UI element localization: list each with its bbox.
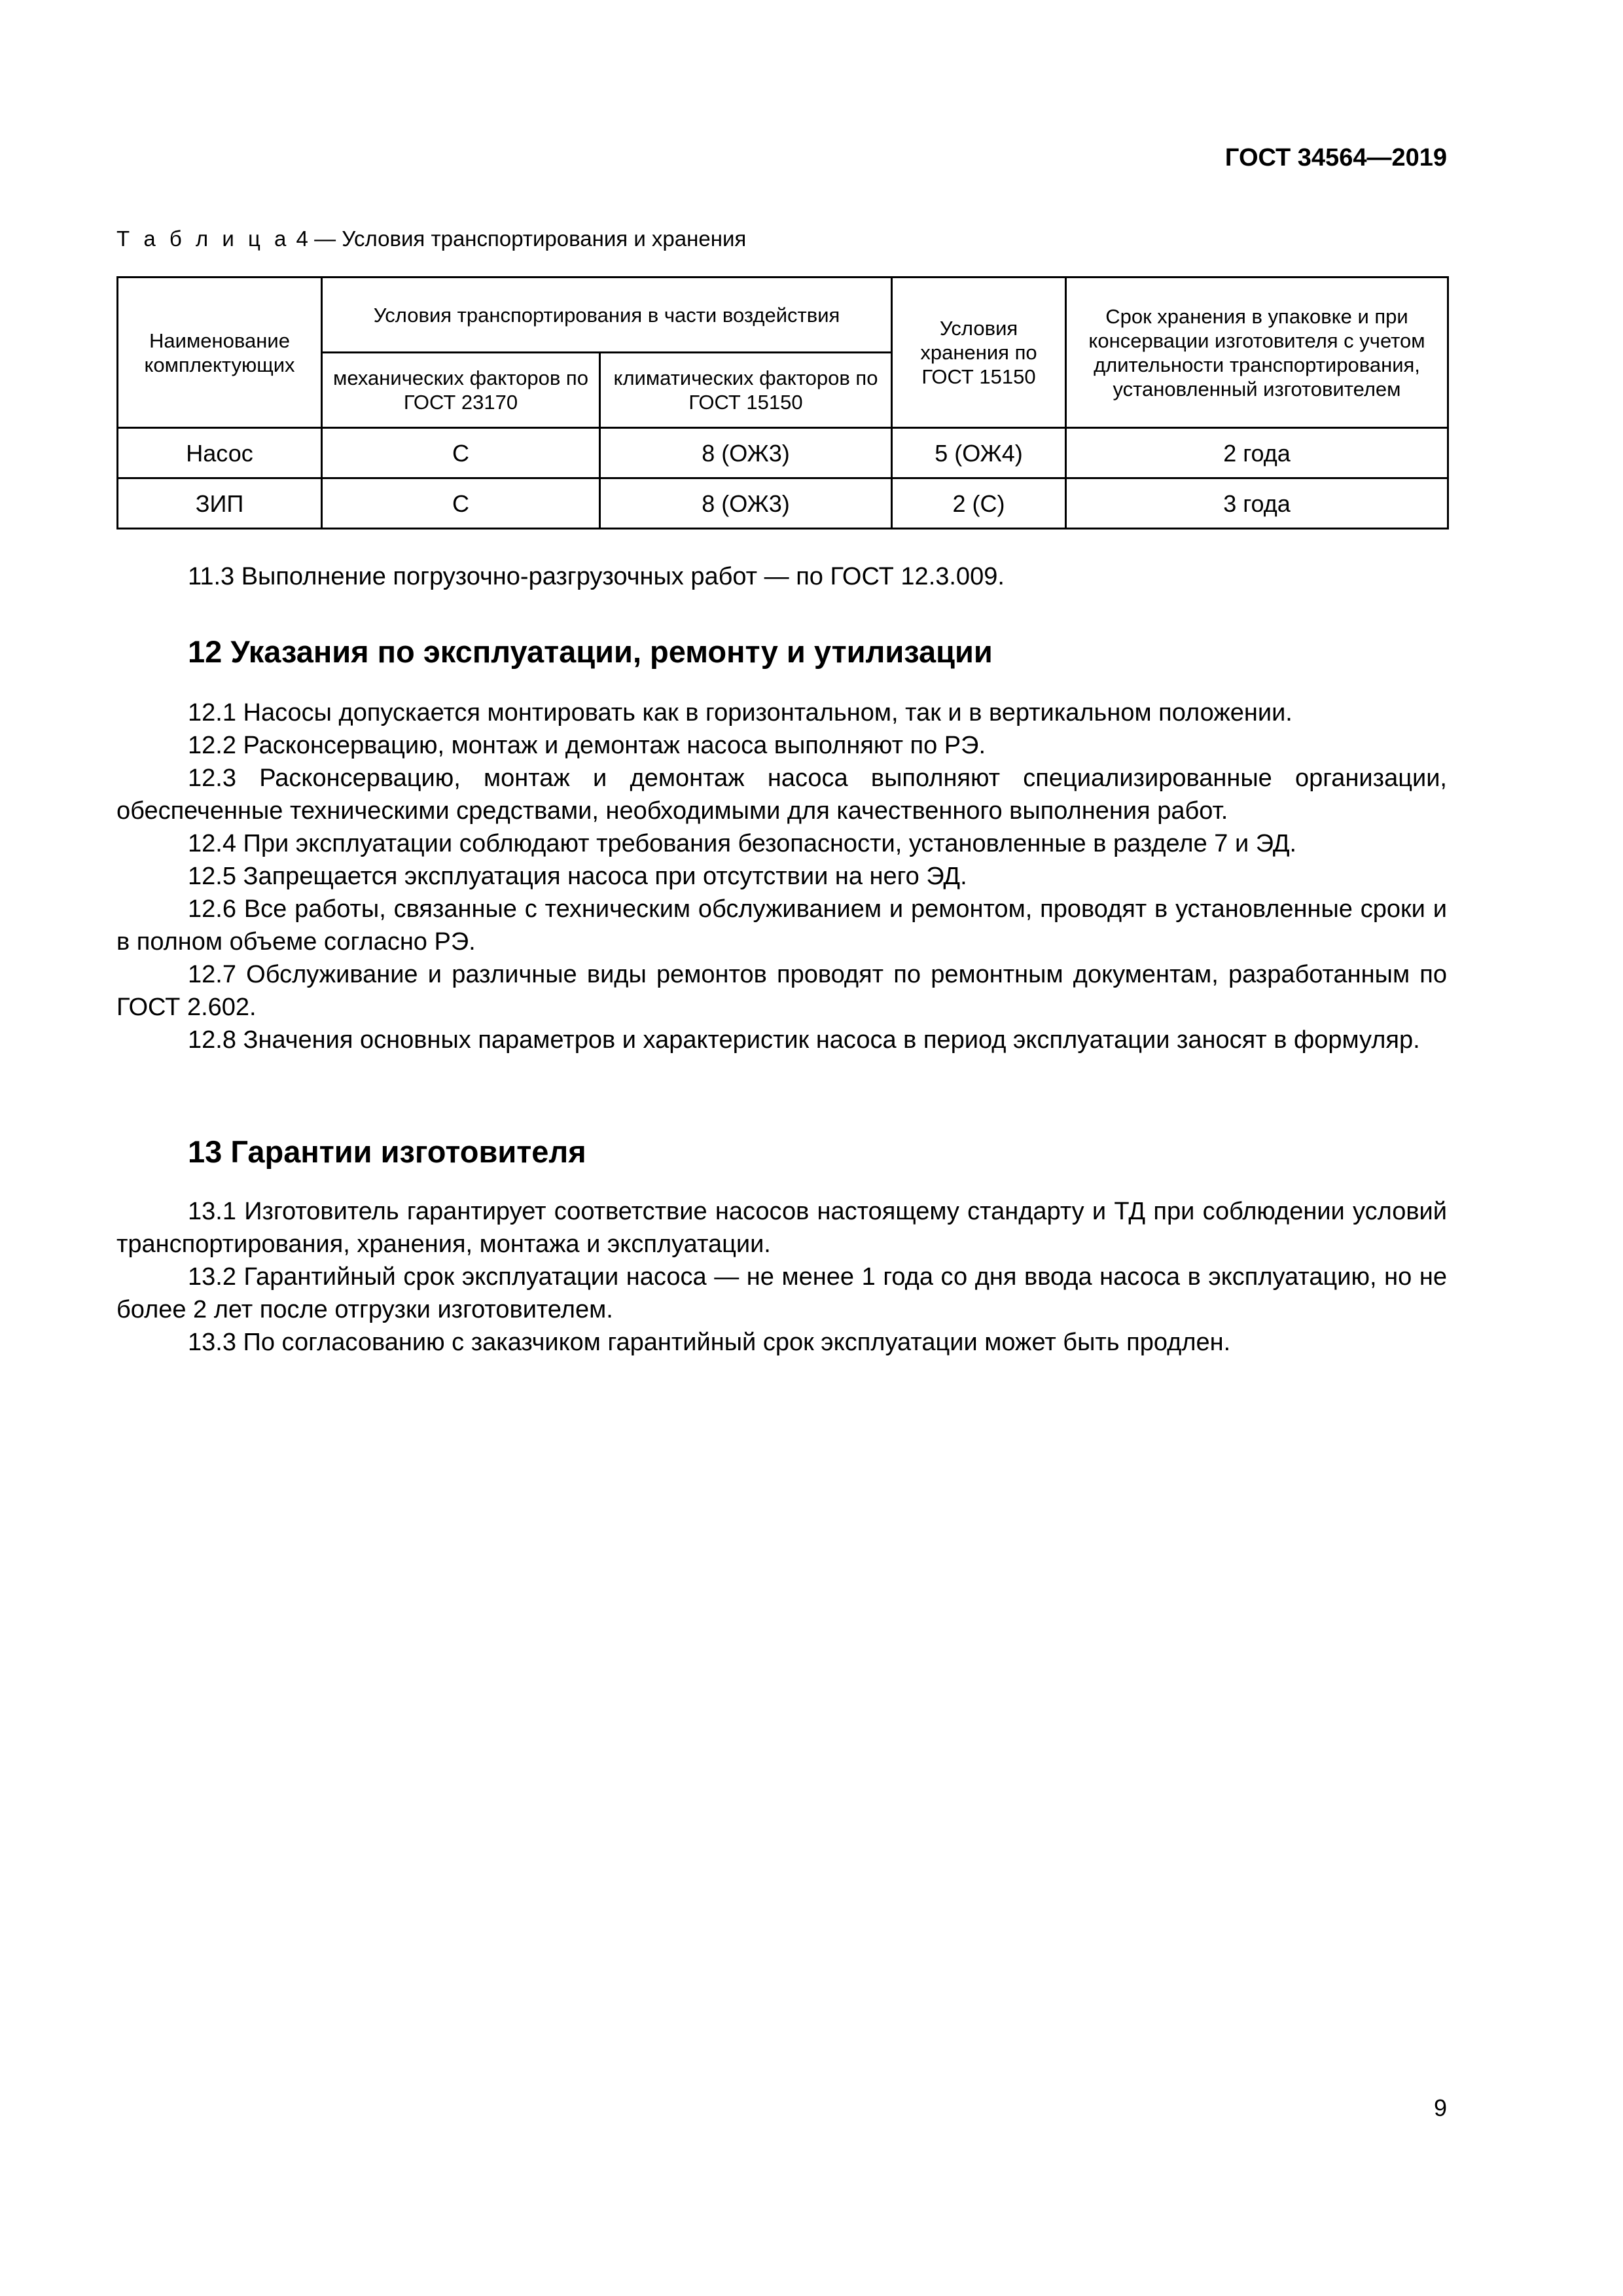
cell-term: 2 года bbox=[1066, 428, 1448, 478]
header-component-name: Наименование комплектующих bbox=[118, 278, 322, 428]
cell-storage: 2 (С) bbox=[892, 478, 1066, 529]
cell-name: Насос bbox=[118, 428, 322, 478]
cell-mech: С bbox=[322, 478, 600, 529]
document-code: ГОСТ 34564—2019 bbox=[1224, 144, 1447, 171]
paragraph-12-5: 12.5 Запрещается эксплуатация насоса при отсутствии на него ЭД. bbox=[188, 863, 967, 890]
header-climatic-factors: климатических факторов по ГОСТ 15150 bbox=[600, 353, 892, 428]
header-mechanical-factors: механических факторов по ГОСТ 23170 bbox=[322, 353, 600, 428]
paragraph-12-8: 12.8 Значения основных параметров и характеристик насоса в период эксплуатации заносят в формуляр. bbox=[188, 1026, 1420, 1054]
table-caption-label: Т а б л и ц а bbox=[116, 226, 291, 251]
section-13-heading: 13 Гарантии изготовителя bbox=[188, 1134, 586, 1169]
paragraph-13-1: 13.1 Изготовитель гарантирует соответствие насосов настоящему стандарту и ТД при соблюдении условий транспортирования, хранения, монтажа и эксплуатации. bbox=[116, 1198, 1447, 1258]
paragraph-13-2: 13.2 Гарантийный срок эксплуатации насоса — не менее 1 года со дня ввода насоса в эксплуатацию, но не более 2 лет после отгрузки изготовителем. bbox=[116, 1263, 1447, 1323]
section-12-heading: 12 Указания по эксплуатации, ремонту и утилизации bbox=[188, 634, 993, 669]
paragraph-12-3: 12.3 Расконсервацию, монтаж и демонтаж насоса выполняют специализированные организации, обеспеченные техническими средствами, необходимыми для качественного выполнения работ. bbox=[116, 764, 1447, 825]
header-storage-term: Срок хранения в упаковке и при консервации изготовителя с учетом длительности транспортирования, установленный изготовителем bbox=[1066, 278, 1448, 428]
paragraph-12-6: 12.6 Все работы, связанные с техническим обслуживанием и ремонтом, проводят в установленные сроки и в полном объеме согласно РЭ. bbox=[116, 895, 1447, 956]
table-header-row bbox=[118, 278, 1448, 353]
cell-climate: 8 (ОЖ3) bbox=[600, 478, 892, 529]
page-number: 9 bbox=[1433, 2094, 1447, 2121]
cell-storage: 5 (ОЖ4) bbox=[892, 428, 1066, 478]
table-caption bbox=[116, 226, 746, 251]
cell-name: ЗИП bbox=[118, 478, 322, 529]
header-storage-conditions: Условия хранения по ГОСТ 15150 bbox=[892, 278, 1066, 428]
paragraph-12-2: 12.2 Расконсервацию, монтаж и демонтаж насоса выполняют по РЭ. bbox=[188, 732, 986, 759]
cell-term: 3 года bbox=[1066, 478, 1448, 529]
paragraph-12-7: 12.7 Обслуживание и различные виды ремонтов проводят по ремонтным документам, разработанным по ГОСТ 2.602. bbox=[116, 961, 1447, 1021]
paragraph-13-3: 13.3 По согласованию с заказчиком гарантийный срок эксплуатации может быть продлен. bbox=[188, 1329, 1231, 1356]
header-transport-conditions: Условия транспортирования в части воздействия bbox=[322, 278, 892, 353]
table-row bbox=[118, 478, 1448, 529]
transport-storage-table bbox=[116, 276, 1449, 529]
paragraph-12-1: 12.1 Насосы допускается монтировать как в горизонтальном, так и в вертикальном положении. bbox=[188, 699, 1293, 726]
table-caption-title: 4 — Условия транспортирования и хранения bbox=[296, 226, 747, 251]
cell-climate: 8 (ОЖ3) bbox=[600, 428, 892, 478]
paragraph-12-4: 12.4 При эксплуатации соблюдают требования безопасности, установленные в разделе 7 и ЭД. bbox=[188, 830, 1297, 857]
paragraph-11-3: 11.3 Выполнение погрузочно-разгрузочных работ — по ГОСТ 12.3.009. bbox=[188, 563, 1005, 590]
table-row bbox=[118, 428, 1448, 478]
cell-mech: С bbox=[322, 428, 600, 478]
